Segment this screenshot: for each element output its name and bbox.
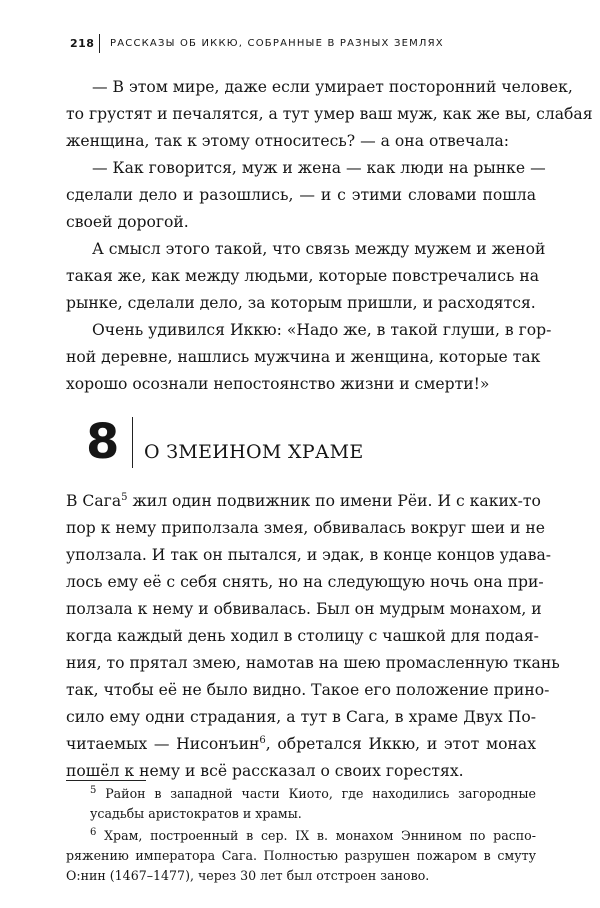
footnote-rule [66, 780, 146, 781]
text-line: — Как говорится, муж и жена — как люди на рынке — [92, 159, 546, 177]
text-line: лось ему её с себя снять, но на следующую ночь она при- [66, 573, 544, 591]
text-line: — В этом мире, даже если умирает посторонний человек, [92, 78, 573, 96]
text-line: так, чтобы её не было видно. Такое его положение прино- [66, 681, 550, 699]
footnote-marker: 5 [90, 784, 97, 796]
text-line: рынке, сделали дело, за которым пришли, и расходятся. [66, 294, 536, 312]
footnote-line: $^6$ Храм, построенный в сер. IX в. монахом Эннином по распо- [90, 826, 536, 843]
footnote-line: усадьбы аристократов и храмы. [90, 806, 302, 821]
text-line: женщина, так к этому относитесь? — а она отвечала: [66, 132, 510, 150]
footnote-line: О:нин (1467–1477), через 30 лет был отстроен заново. [66, 868, 430, 883]
footnote-marker: 6 [90, 826, 97, 838]
text-line: ползала к нему и обвивалась. Был он мудрым монахом, и [66, 600, 542, 618]
text-line: такая же, как между людьми, которые повстречались на [66, 267, 540, 285]
running-title: РАССКАЗЫ ОБ ИККЮ, СОБРАННЫЕ В РАЗНЫХ ЗЕМЛЯХ [110, 38, 444, 49]
text-line: хорошо осознали непостоянство жизни и смерти!» [66, 375, 490, 393]
text-line: читаемых — Нисонъин$^6$, обретался Иккю, и этот монах [66, 734, 536, 753]
footnote-line: $^5$ Район в западной части Киото, где находились загородные [90, 784, 536, 801]
chapter-paragraph [66, 488, 560, 785]
paragraph-1 [66, 74, 593, 155]
text-line: ной деревне, нашлись мужчина и женщина, которые так [66, 348, 541, 366]
running-header [66, 34, 534, 54]
text-line: своей дорогой. [66, 213, 189, 231]
footnote-ref-5: 5 [121, 491, 128, 503]
paragraph-4 [66, 317, 552, 398]
header-divider [99, 34, 100, 53]
footnote-6 [66, 826, 536, 886]
chapter-divider [132, 417, 133, 468]
text-line: Очень удивился Иккю: «Надо же, в такой глуши, в гор- [92, 321, 552, 339]
text-line: ния, то прятал змею, намотав на шею промасленную ткань [66, 654, 560, 672]
footnote-line: ряжению императора Сага. Полностью разрушен пожаром в смуту [66, 848, 536, 863]
footnote-ref-6: 6 [259, 734, 266, 746]
paragraph-2 [66, 155, 546, 236]
chapter-number: 8 [86, 414, 120, 470]
text-line: А смысл этого такой, что связь между мужем и женой [92, 240, 546, 258]
text-line: пор к нему приползала змея, обвивалась вокруг шеи и не [66, 519, 545, 537]
text-line: пошёл к нему и всё рассказал о своих горестях. [66, 762, 464, 780]
paragraph-3 [66, 236, 546, 317]
text-line: то грустят и печалятся, а тут умер ваш муж, как же вы, слабая [66, 105, 593, 123]
page-number: 218 [70, 37, 95, 50]
text-line: сделали дело и разошлись, — и с этими словами пошла [66, 186, 536, 204]
footnote-5 [66, 784, 536, 824]
chapter-title: О ЗМЕИНОМ ХРАМЕ [144, 441, 364, 463]
text-line: сило ему одни страдания, а тут в Сага, в храме Двух По- [66, 708, 536, 726]
text-line: уползала. И так он пытался, и эдак, в конце концов удава- [66, 546, 552, 564]
text-line: В Сага$^5$ жил один подвижник по имени Рёи. И с каких-то [66, 491, 541, 510]
text-line: когда каждый день ходил в столицу с чашкой для подая- [66, 627, 539, 645]
